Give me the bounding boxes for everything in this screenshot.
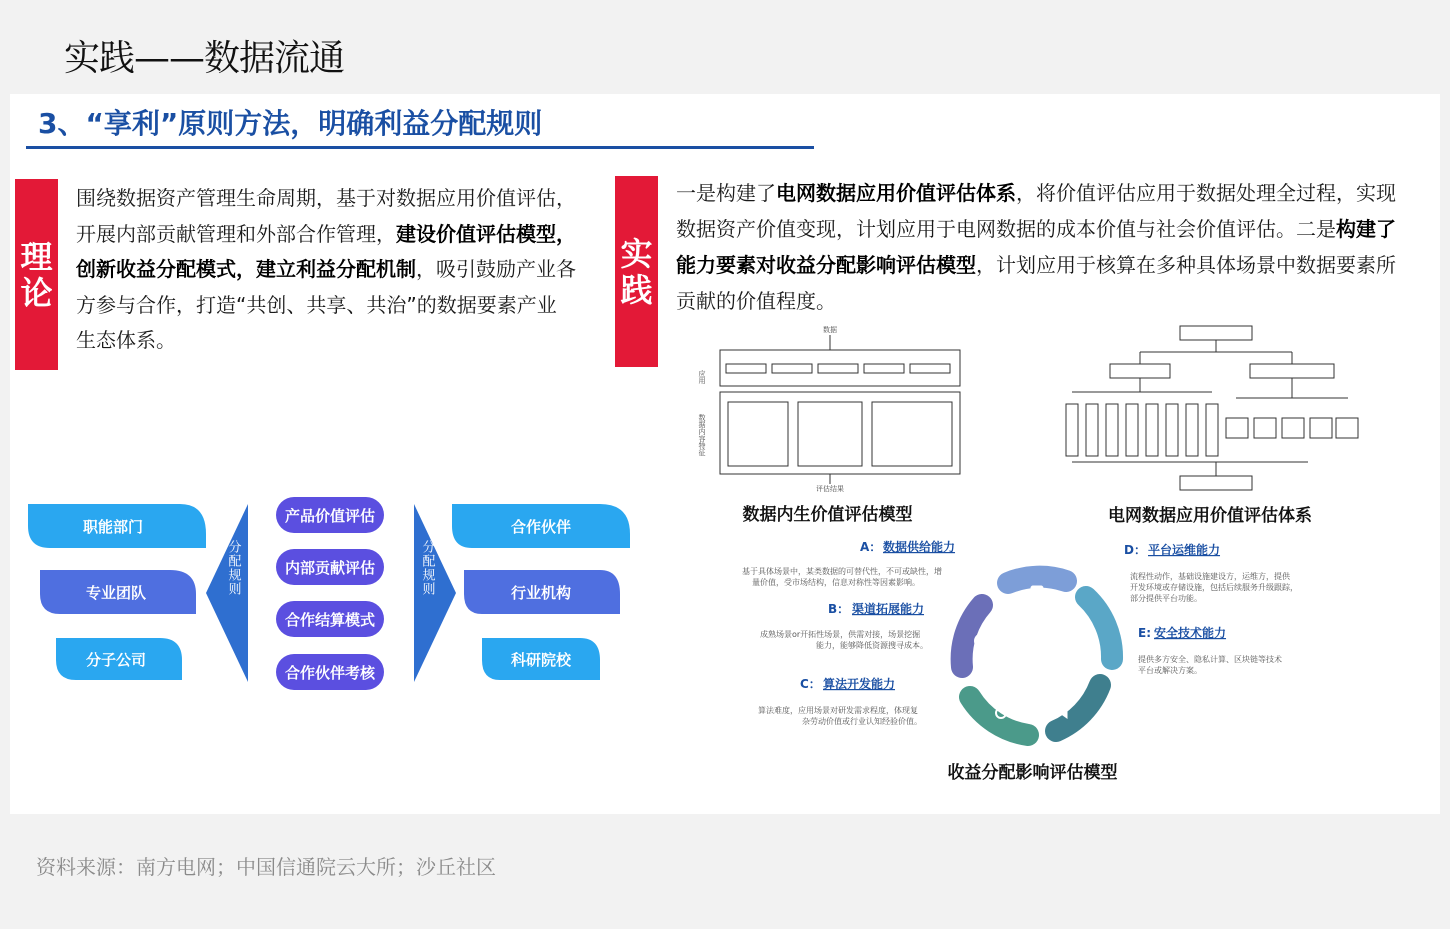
- fig1-feature-layer: [720, 392, 960, 474]
- practice-text-segment: ，计划应用于核算在多种具体场景中数据要素所贡献的价值程度。: [676, 253, 1396, 313]
- item-d-desc: 部分提供平台功能。: [1130, 594, 1202, 603]
- item-b-label: B：: [828, 602, 850, 616]
- heading-rule: [26, 146, 814, 149]
- practice-text-bold: 构建了能力要素对收益分配影响评估模型: [676, 217, 1396, 277]
- theory-paragraph: [76, 181, 576, 359]
- ring-segment: [970, 697, 1028, 735]
- fig1-side-bottom: 数据内容特征: [698, 414, 706, 456]
- ring-segment: [1008, 577, 1066, 583]
- fig1-bottom-label: 评估结果: [816, 485, 844, 492]
- income-model-figure: [730, 535, 1330, 760]
- item-a-link: 数据供给能力: [883, 540, 956, 554]
- item-e-label: E:: [1138, 626, 1151, 640]
- theory-text-segment: 围绕数据资产管理生命周期，基于对数据应用价值评估，开展内部贡献管理和外部合作管理，: [76, 186, 576, 246]
- left-item-label: 分子公司: [85, 651, 147, 669]
- theory-tag-char: 论: [20, 273, 53, 312]
- item-d-link: 平台运维能力: [1148, 543, 1221, 557]
- theory-tag: [15, 179, 58, 370]
- globe-icon: [975, 634, 989, 648]
- practice-tag-char: 实: [620, 234, 653, 273]
- fig3-caption: 收益分配影响评估模型: [947, 763, 1118, 783]
- fig1-caption: 数据内生价值评估模型: [742, 505, 913, 525]
- left-item-label: 专业团队: [85, 584, 147, 602]
- item-c-desc: 算法难度，应用场景对研发需求程度，体现复: [758, 706, 918, 715]
- left-item-label: 职能部门: [82, 518, 144, 536]
- right-item-label: 合作伙伴: [510, 518, 572, 536]
- item-d-desc: 开发环境或存储设施，包括后续服务升级跟踪，: [1130, 583, 1298, 592]
- right-item-label: 科研院校: [510, 651, 572, 669]
- item-e-link: 安全技术能力: [1154, 626, 1227, 640]
- fig2-root: [1180, 326, 1252, 340]
- item-b-desc: 成熟场景or开拓性场景，供需对接，场景挖掘: [760, 630, 921, 639]
- theory-text-bold: 建设价值评估模型，创新收益分配模式，建立利益分配机制: [76, 221, 576, 281]
- center-item: 内部贡献评估: [276, 549, 384, 585]
- theory-text-segment: ，吸引鼓励产业各方参与合作，打造“共创、共享、共治”的数据要素产业生态体系。: [76, 257, 576, 352]
- facebook-icon: [1083, 637, 1096, 650]
- item-d-desc: 流程性动作，基础设施建设方，运维方，提供: [1130, 572, 1290, 581]
- item-a-desc: 基于具体场景中，某类数据的可替代性，不可或缺性，增: [742, 567, 942, 576]
- grid-value-system-figure: [1060, 322, 1360, 494]
- center-item: 合作伙伴考核: [276, 654, 384, 690]
- center-item: 产品价值评估: [276, 497, 384, 533]
- source-note: 资料来源：南方电网；中国信通院云大所；沙丘社区: [36, 855, 496, 879]
- fig1-side-top: 应用: [698, 370, 706, 384]
- item-c-label: C：: [800, 677, 821, 691]
- practice-tag: [615, 176, 658, 367]
- right-arrow-char: 分配规则: [419, 540, 435, 596]
- practice-tag-char: 践: [620, 270, 653, 309]
- item-a-label: A：: [860, 540, 882, 554]
- camera-icon: [1031, 586, 1043, 595]
- center-item: 合作结算模式: [276, 601, 384, 637]
- item-e-desc: 平台或解决方案。: [1138, 666, 1202, 675]
- section-heading: 3、“享利”原则方法，明确利益分配规则: [38, 107, 543, 140]
- practice-text-segment: 一是构建了: [676, 181, 776, 205]
- ring-segment: [962, 605, 982, 667]
- slide-title: 实践——数据流通: [64, 38, 345, 79]
- practice-paragraph: [676, 175, 1411, 319]
- right-item-label: 行业机构: [510, 584, 572, 602]
- left-arrow-char: 分配规则: [225, 540, 241, 596]
- theory-tag-char: 理: [20, 237, 53, 276]
- item-c-desc: 杂劳动价值或行业认知经验价值。: [802, 717, 922, 726]
- item-b-desc: 能力，能够降低资源搜寻成本。: [816, 641, 928, 650]
- item-b-link: 渠道拓展能力: [852, 602, 925, 616]
- practice-text-segment: ，将价值评估应用于数据处理全过程，实现数据资产价值变现，计划应用于电网数据的成本价值与社会价值评估。二是: [676, 181, 1396, 241]
- item-a-desc: 量价值，受市场结构，信息对称性等因素影响。: [752, 578, 920, 587]
- item-e-desc: 提供多方安全、隐私计算、区块链等技术: [1138, 655, 1282, 664]
- fig2-caption: 电网数据应用价值评估体系: [1108, 506, 1312, 526]
- fig1-app-layer: [720, 350, 960, 386]
- item-c-link: 算法开发能力: [823, 677, 896, 691]
- item-d-label: D：: [1124, 543, 1146, 557]
- fig1-top-label: 数据: [823, 326, 837, 334]
- practice-text-bold: 电网数据应用价值评估体系: [776, 181, 1016, 205]
- internal-value-model-figure: [690, 322, 970, 492]
